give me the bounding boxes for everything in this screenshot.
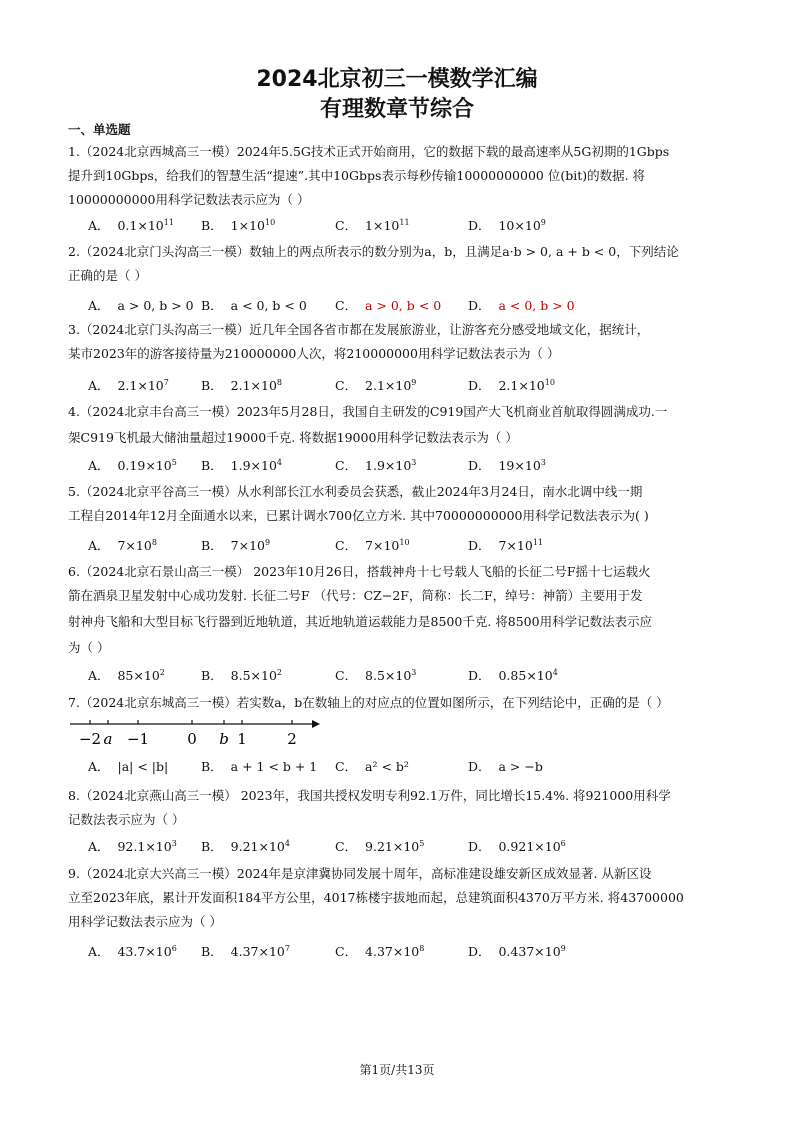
option-exponent: 3 [171,839,177,848]
number-line-figure [68,714,328,750]
option-exponent: 2 [159,668,165,677]
option-label: C． [335,458,366,473]
option-label: C． [335,538,366,553]
option-value: 0.437×10 [498,944,561,959]
question-2-option-b [201,297,307,315]
option-label: B． [201,944,231,959]
option-exponent: 11 [399,218,410,227]
option-label: D． [468,298,499,313]
question-5-option-d [468,537,543,555]
option-value: a < 0, b > 0 [498,298,575,313]
option-value: 0.921×10 [498,839,561,854]
question-6-line: 射神舟飞船和大型目标飞行器到近地轨道，其近地轨道运载能力是8500千克. 将8500用科学记数法表示应 [68,614,653,629]
question-7-option-b [201,758,317,776]
number-line-arrow-icon [312,720,320,728]
option-exponent: 2 [276,668,282,677]
question-4-option-d [468,457,546,475]
question-7-option-a [88,758,168,776]
question-1-line: 1.（2024北京西城高三一模）2024年5.5G技术正式开始商用，它的数据下载的最高速率从5G初期的1Gbps [68,144,670,159]
question-8-option-d [468,838,566,856]
option-exponent: 5 [419,839,425,848]
question-3-option-d [468,377,555,395]
option-exponent: 8 [276,378,282,387]
option-value: a < 0, b < 0 [230,298,307,313]
option-exponent: 4 [284,839,290,848]
option-label: C． [335,759,366,774]
question-4-option-a [88,457,177,475]
number-line-label: b [219,730,229,748]
question-6-line: 为（ ） [68,640,110,655]
question-5-option-a [88,537,157,555]
option-label: D． [468,538,499,553]
option-label: B． [201,668,231,683]
number-line-label: −1 [126,730,150,748]
question-3-line: 某市2023年的游客接待量为210000000人次，将210000000用科学记数法表示为（ ） [68,346,560,361]
question-3-line: 3.（2024北京门头沟高三一模）近几年全国各省市都在发展旅游业，让游客充分感受地域文化，据统计， [68,322,650,337]
option-label: B． [201,218,231,233]
question-2-option-c [335,297,441,315]
option-value: 19×10 [498,458,541,473]
option-label: C． [335,298,366,313]
option-label: C． [335,944,366,959]
question-9-line: 9.（2024北京大兴高三一模）2024年是京津冀协同发展十周年，高标准建设雄安新区成效显著. 从新区设 [68,866,652,881]
option-label: D． [468,218,499,233]
number-line-label: 2 [287,730,297,748]
question-4-option-c [335,457,416,475]
option-label: B． [201,839,231,854]
option-label: C． [335,839,366,854]
question-1-line: 提升到10Gbps，给我们的智慧生活“提速”.其中10Gbps表示每秒传输10000000000 位(bit)的数据. 将 [68,168,646,183]
option-label: C． [335,668,366,683]
question-9-option-b [201,943,290,961]
option-value: 4.37×10 [230,944,285,959]
option-value: 7×10 [365,538,400,553]
question-9-option-d [468,943,566,961]
option-value: a > −b [498,759,543,774]
question-2-option-a [88,297,194,315]
question-1-option-b [201,217,275,235]
question-7-option-d [468,758,543,776]
option-value: 2.1×10 [365,378,412,393]
option-label: A． [88,218,118,233]
option-label: D． [468,759,499,774]
option-exponent: 3 [540,458,546,467]
question-5-line: 5.（2024北京平谷高三一模）从水利部长江水利委员会获悉，截止2024年3月24日，南水北调中线一期 [68,484,643,499]
question-8-line: 8.（2024北京燕山高三一模） 2023年，我国共授权发明专利92.1万件，同比增长15.4%. 将921000用科学 [68,788,671,803]
question-2-line: 正确的是（ ） [68,268,147,283]
option-value: 2.1×10 [117,378,164,393]
option-label: D． [468,668,499,683]
option-value: a > 0, b > 0 [117,298,194,313]
question-5-line: 工程自2014年12月全面通水以来，已累计调水700亿立方米. 其中70000000000用科学记数法表示为( ) [68,508,649,523]
option-value: 85×10 [117,668,160,683]
option-value: 1.9×10 [230,458,277,473]
option-value: 9.21×10 [365,839,420,854]
option-value: 7×10 [117,538,152,553]
document-title: 2024北京初三一模数学汇编 [256,67,538,92]
option-exponent: 10 [399,538,410,547]
option-label: A． [88,458,118,473]
option-label: A． [88,668,118,683]
option-label: A． [88,378,118,393]
number-line-label: 0 [187,730,197,748]
question-1-option-c [335,217,410,235]
question-1-option-a [88,217,174,235]
option-exponent: 8 [419,944,425,953]
option-exponent: 7 [284,944,290,953]
question-7-option-c [335,758,409,776]
option-label: D． [468,378,499,393]
option-value: 10×10 [498,218,541,233]
option-label: B． [201,759,231,774]
option-value: 92.1×10 [117,839,172,854]
question-1-option-d [468,217,546,235]
page-footer: 第1页/共13页 [359,1063,435,1077]
option-exponent: 7 [163,378,169,387]
question-6-line: 6.（2024北京石景山高三一模） 2023年10月26日，搭载神舟十七号载人飞船的长征二号F摇十七运载火 [68,564,651,579]
option-label: B． [201,298,231,313]
option-exponent: 6 [171,944,177,953]
option-label: D． [468,839,499,854]
option-label: B． [201,458,231,473]
option-exponent: 10 [544,378,555,387]
question-3-option-b [201,377,282,395]
option-label: A． [88,944,118,959]
question-9-option-a [88,943,177,961]
question-4-line: 4.（2024北京丰台高三一模）2023年5月28日，我国自主研发的C919国产大飞机商业首航取得圆满成功.一 [68,404,668,419]
question-2-line: 2.（2024北京门头沟高三一模）数轴上的两点所表示的数分别为a，b，且满足a·b > 0, a + b < 0，下列结论 [68,244,679,259]
option-label: C． [335,378,366,393]
question-6-option-d [468,667,558,685]
option-exponent: 5 [171,458,177,467]
option-value: 1×10 [365,218,400,233]
question-4-option-b [201,457,282,475]
option-label: A． [88,538,118,553]
option-exponent: 9 [411,378,417,387]
option-label: A． [88,839,118,854]
question-6-option-b [201,667,282,685]
option-exponent: 11 [163,218,174,227]
option-value: 7×10 [230,538,265,553]
question-6-option-c [335,667,416,685]
option-exponent: 4 [276,458,282,467]
question-8-line: 记数法表示应为（ ） [68,812,185,827]
option-exponent: 9 [560,944,566,953]
option-exponent: 9 [540,218,546,227]
option-label: C． [335,218,366,233]
document-subtitle: 有理数章节综合 [319,97,474,122]
section-heading: 一、单选题 [68,122,131,137]
question-3-option-c [335,377,416,395]
question-1-line: 10000000000用科学记数法表示应为（ ） [68,192,310,207]
option-label: D． [468,458,499,473]
option-value: a² < b² [365,759,409,774]
option-value: a + 1 < b + 1 [230,759,318,774]
option-value: 0.85×10 [498,668,553,683]
number-line-label: 1 [237,730,247,748]
question-8-option-b [201,838,290,856]
number-line-label: a [103,730,113,748]
question-9-line: 用科学记数法表示应为（ ） [68,914,222,929]
question-7-line: 7.（2024北京东城高三一模）若实数a，b在数轴上的对应点的位置如图所示，在下列结论中，正确的是（ ） [68,695,669,710]
question-5-option-b [201,537,270,555]
question-5-option-c [335,537,410,555]
option-value: 9.21×10 [230,839,285,854]
option-exponent: 11 [532,538,544,547]
option-exponent: 3 [411,458,417,467]
option-value: a > 0, b < 0 [365,298,442,313]
number-line-label: −2 [78,730,102,748]
option-label: D． [468,944,499,959]
option-value: |a| < |b| [117,759,169,774]
question-2-option-d [468,297,575,315]
question-3-option-a [88,377,169,395]
option-exponent: 10 [264,218,276,227]
question-4-line: 架C919飞机最大储油量超过19000千克. 将数据19000用科学记数法表示为（ ） [68,430,518,445]
option-value: 8.5×10 [230,668,277,683]
option-exponent: 9 [264,538,271,547]
option-value: 2.1×10 [498,378,545,393]
option-label: A． [88,759,118,774]
option-value: 8.5×10 [365,668,412,683]
option-exponent: 3 [411,668,417,677]
option-label: B． [201,378,231,393]
option-value: 1×10 [230,218,265,233]
option-value: 4.37×10 [365,944,420,959]
question-6-line: 箭在酒泉卫星发射中心成功发射. 长征二号F （代号：CZ−2F，简称：长二F，绰号：神箭）主要用于发 [68,588,643,603]
option-value: 43.7×10 [117,944,172,959]
option-value: 0.19×10 [117,458,172,473]
option-value: 2.1×10 [230,378,277,393]
option-exponent: 4 [552,668,558,677]
question-8-option-a [88,838,177,856]
option-exponent: 8 [151,538,157,547]
option-label: B． [201,538,231,553]
question-6-option-a [88,667,165,685]
option-exponent: 6 [560,839,566,848]
option-value: 7×10 [498,538,533,553]
option-label: A． [88,298,118,313]
question-9-line: 立至2023年底，累计开发面积184平方公里，4017栋楼宇拔地而起，总建筑面积4370万平方米. 将43700000 [68,890,684,905]
question-8-option-c [335,838,424,856]
question-9-option-c [335,943,424,961]
option-value: 1.9×10 [365,458,412,473]
option-value: 0.1×10 [117,218,164,233]
